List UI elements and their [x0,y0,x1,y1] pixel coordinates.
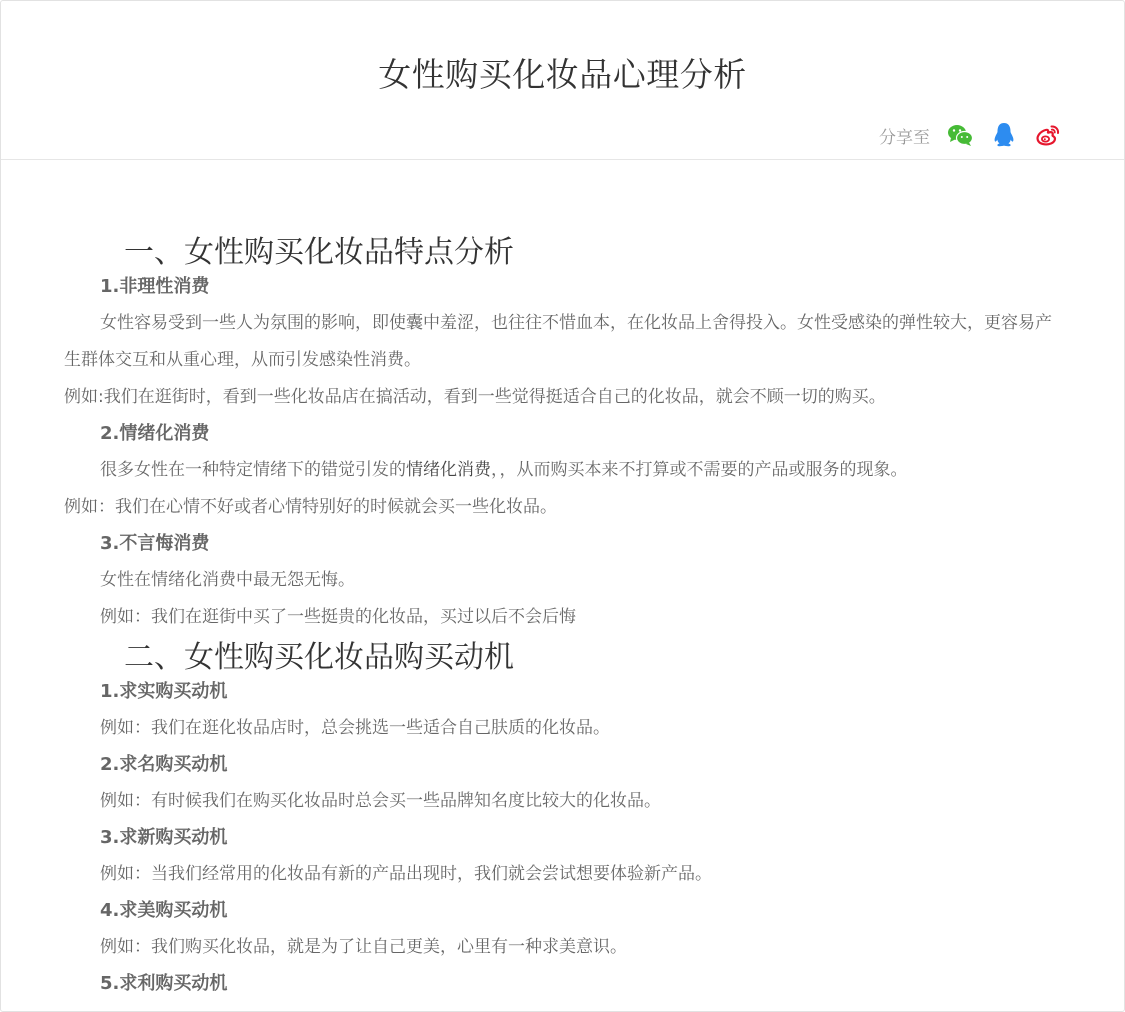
subheading: 4.求美购买动机 [100,900,228,921]
share-label: 分享至 [879,127,930,148]
subheading: 3.不言悔消费 [100,533,210,554]
example-paragraph: 例如：我们购买化妆品，就是为了让自己更美，心里有一种求美意识。 [100,937,627,957]
highlight-text: 情绪化消费 [406,460,491,480]
example-paragraph: 例如：有时候我们在购买化妆品时总会买一些品牌知名度比较大的化妆品。 [100,791,661,811]
article-body [64,231,1064,996]
example-paragraph: 例如：我们在心情不好或者心情特别好的时候就会买一些化妆品。 [64,497,557,517]
weibo-icon[interactable] [1034,121,1062,149]
qq-icon[interactable] [990,121,1018,149]
article-header [1,1,1124,160]
section-heading: 二、女性购买化妆品购买动机 [124,640,514,675]
subheading: 2.情绪化消费 [100,423,210,444]
paragraph: 女性在情绪化消费中最无怨无悔。 [100,570,355,590]
subheading: 5.求利购买动机 [100,973,228,994]
paragraph-text: ，，从而购买本来不打算或不需要的产品或服务的现象。 [491,460,908,480]
subheading: 1.求实购买动机 [100,681,228,702]
example-paragraph: 例如:我们在逛街时，看到一些化妆品店在搞活动，看到一些觉得挺适合自己的化妆品，就会不顾一切的购买。 [64,387,886,407]
article-title: 女性购买化妆品心理分析 [378,55,747,94]
example-paragraph: 例如：当我们经常用的化妆品有新的产品出现时，我们就会尝试想要体验新产品。 [100,864,712,884]
share-bar [879,120,1062,150]
subheading: 3.求新购买动机 [100,827,228,848]
subheading: 1.非理性消费 [100,276,210,297]
paragraph-text: 很多女性在一种特定情绪下的错觉引发的 [100,460,406,480]
paragraph: 女性容易受到一些人为氛围的影响，即使囊中羞涩，也往往不惜血本，在化妆品上舍得投入。女性受感染的弹性较大，更容易产生群体交互和从重心理，从而引发感染性消费。 [64,313,1052,370]
example-paragraph: 例如：我们在逛化妆品店时，总会挑选一些适合自己肤质的化妆品。 [100,718,610,738]
section-heading: 一、女性购买化妆品特点分析 [124,235,514,270]
subheading: 2.求名购买动机 [100,754,228,775]
example-paragraph: 例如：我们在逛街中买了一些挺贵的化妆品，买过以后不会后悔 [100,607,576,627]
paragraph [64,452,1064,489]
wechat-icon[interactable] [946,121,974,149]
